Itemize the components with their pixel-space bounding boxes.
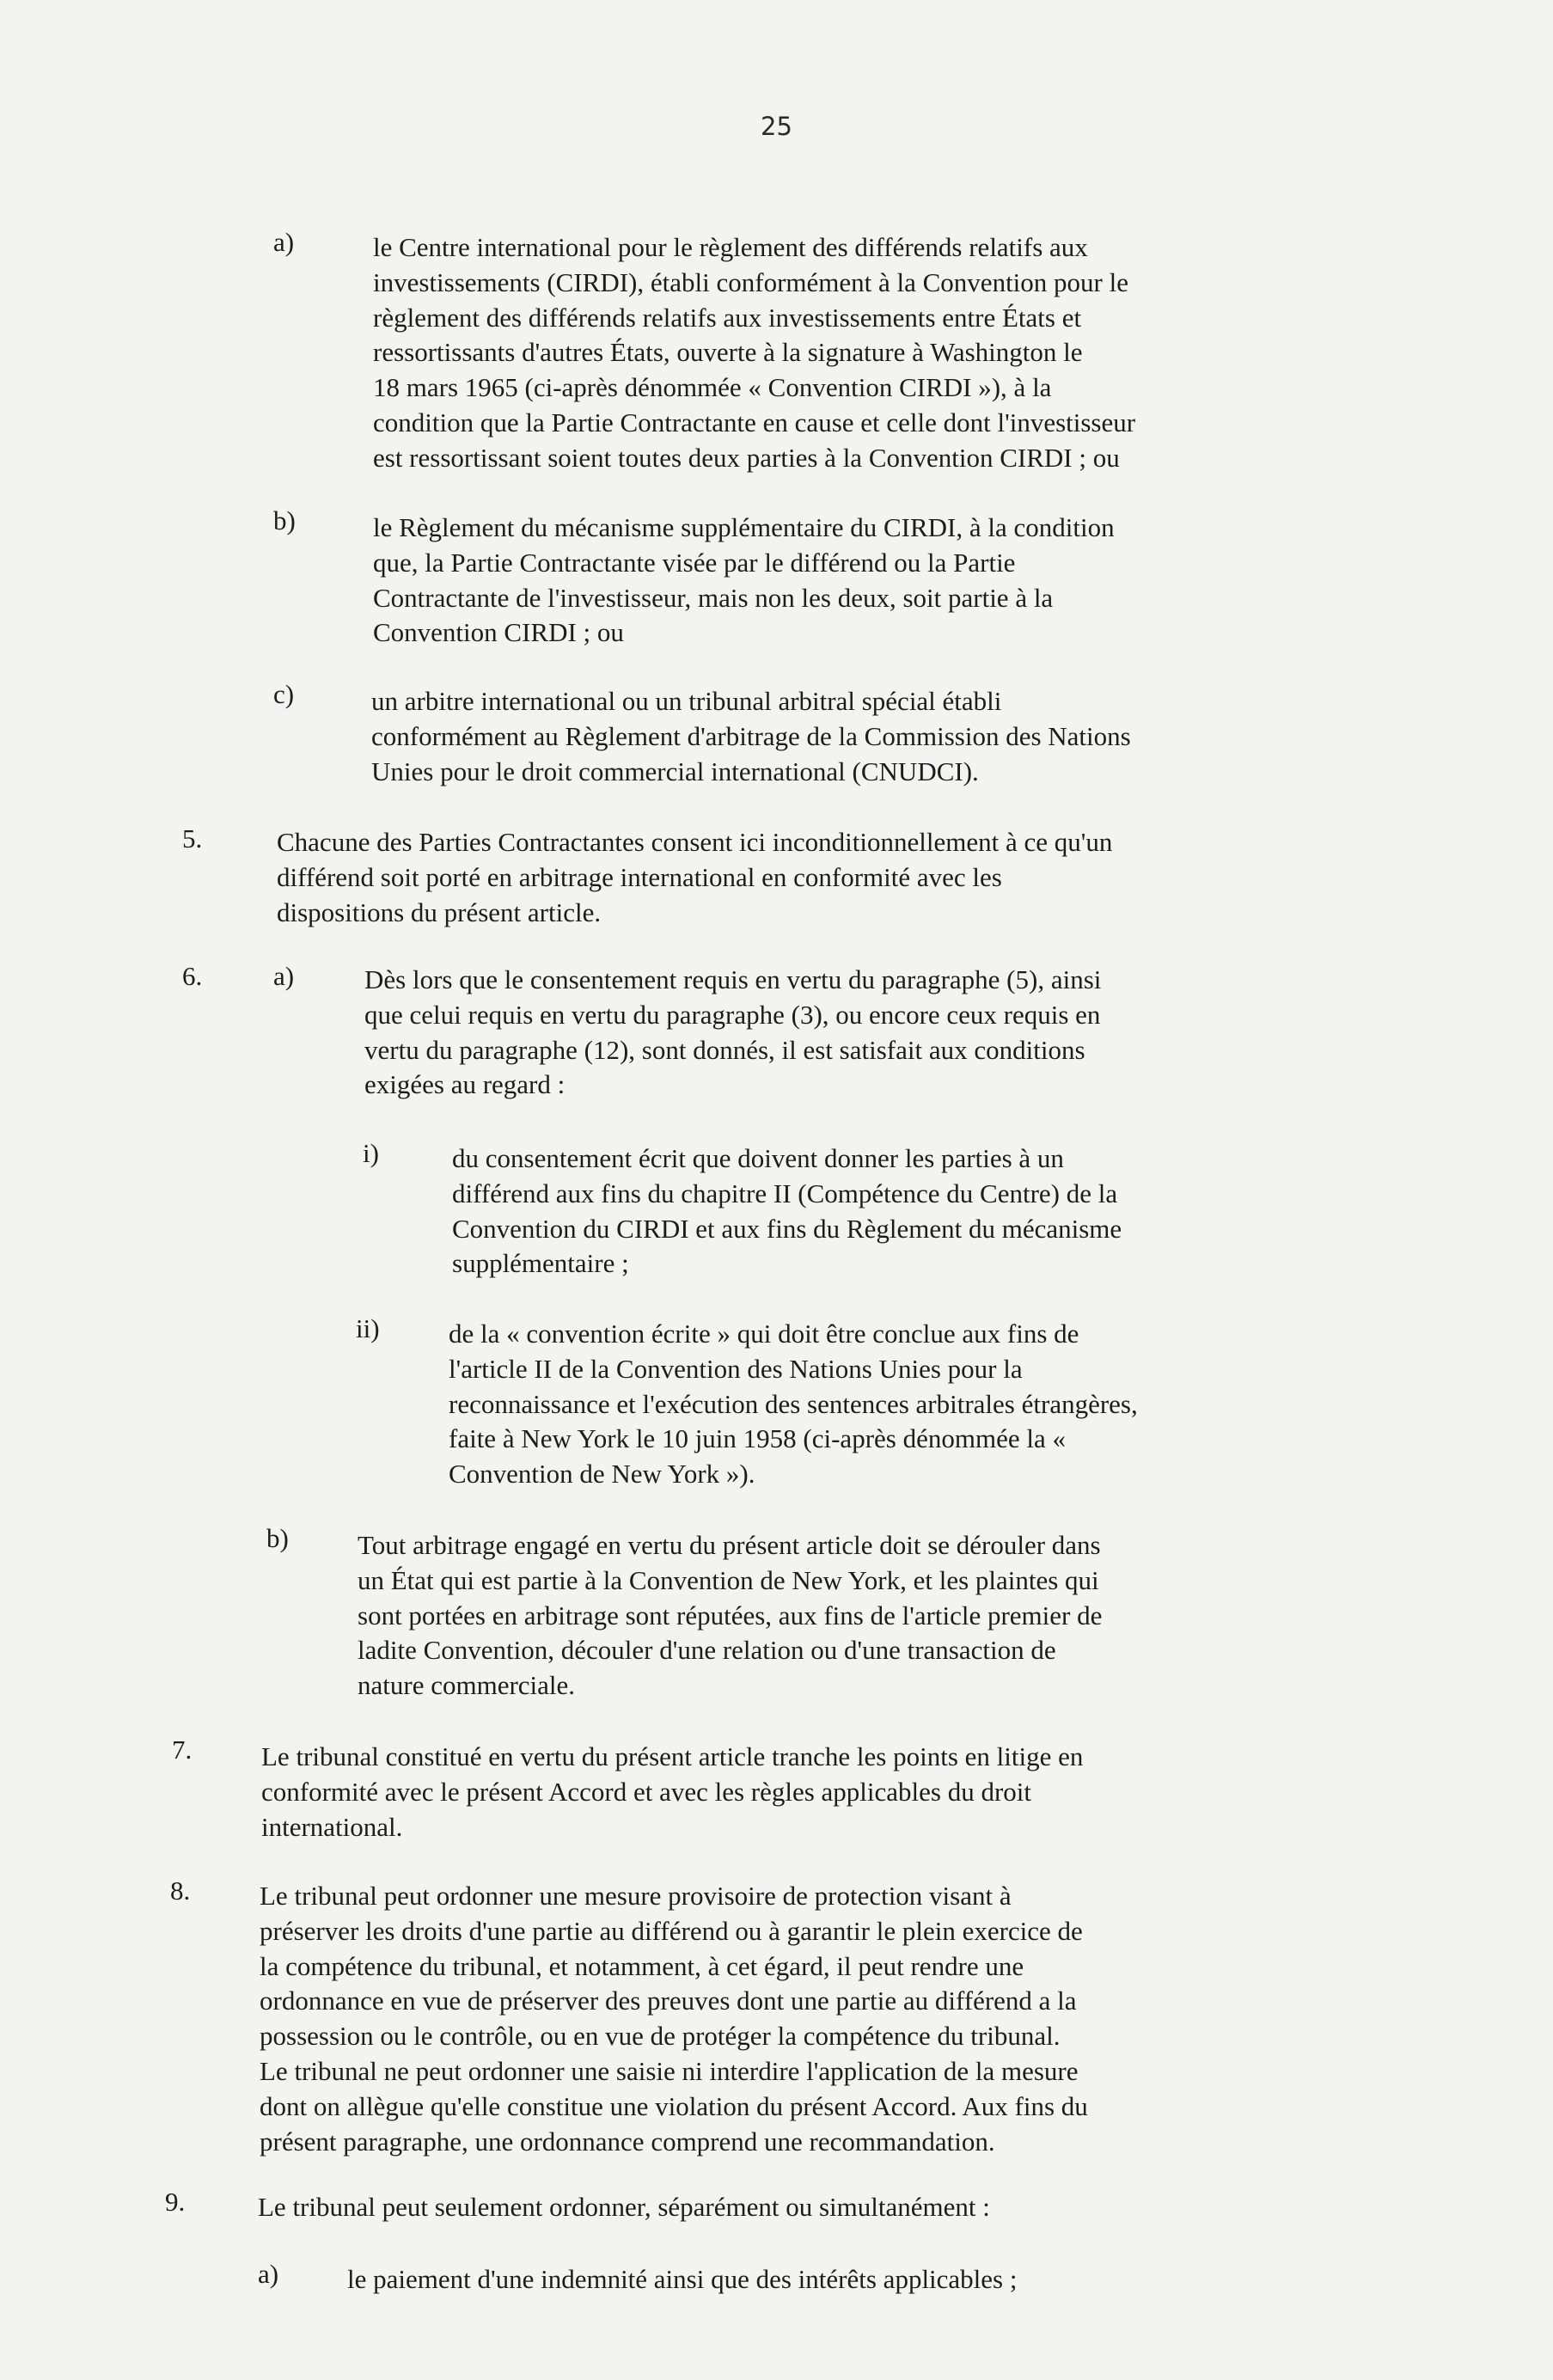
paragraph-number-9: 9. bbox=[165, 2187, 186, 2217]
item-label-a: a) bbox=[273, 227, 295, 257]
subitem-ii-text: de la « convention écrite » qui doit être conclue aux fins de l'article II de la Convention des Nations Unies pour la reconnaissance et l'exécution des sentences arbitrales étrangères, faite à New York le 10 juin 1958 (ci-après dénommée la « Convention de New York »). bbox=[449, 1318, 1138, 1490]
item-label-b: b) bbox=[273, 505, 296, 535]
paragraph-7-text: Le tribunal constitué en vertu du présent article tranche les points en litige en conformité avec le présent Accord et avec les règles applicables du droit international. bbox=[261, 1741, 1084, 1842]
item-c-text: un arbitre international ou un tribunal arbitral spécial établi conformément au Règlement d'arbitrage de la Commission des Nations Unies pour le droit commercial international (CNUDCI). bbox=[371, 686, 1131, 786]
paragraph-6a-text: Dès lors que le consentement requis en vertu du paragraphe (5), ainsi que celui requis en vertu du paragraphe (3), ou encore ceux requis en vertu du paragraphe (12), sont donnés, il est satisfait aux conditions exigées au regard : bbox=[364, 964, 1102, 1100]
page-number: 25 bbox=[761, 112, 792, 141]
item-label-9a: a) bbox=[258, 2259, 279, 2289]
subitem-label-i: i) bbox=[363, 1138, 379, 1168]
item-a-text: le Centre international pour le règlement des différends relatifs aux investissements (CIRDI), établi conformément à la Convention pour le règlement des différends relatifs aux investissements entre États et ressortissants d'autres États, ouverte à la signature à Washington le 18 mars 1965 (ci-après dénommée « Convention CIRDI »), à la condition que la Partie Contractante en cause et celle dont l'investisseur est ressortissant soient toutes deux parties à la Convention CIRDI ; ou bbox=[373, 232, 1136, 473]
item-label-c: c) bbox=[273, 679, 295, 709]
paragraph-number-7: 7. bbox=[172, 1735, 193, 1765]
paragraph-number-8: 8. bbox=[170, 1875, 191, 1906]
item-b-text: le Règlement du mécanisme supplémentaire du CIRDI, à la condition que, la Partie Contractante visée par le différend ou la Partie Contractante de l'investisseur, mais non les deux, soit partie à la Convention CIRDI ; ou bbox=[373, 512, 1115, 648]
paragraph-9a-text: le paiement d'une indemnité ainsi que des intérêts applicables ; bbox=[347, 2264, 1018, 2294]
paragraph-6b-text: Tout arbitrage engagé en vertu du présent article doit se dérouler dans un État qui est partie à la Convention de New York, et les plaintes qui sont portées en arbitrage sont réputées, aux fins de l'article premier de ladite Convention, découler d'une relation ou d'une transaction de nature commerciale. bbox=[358, 1530, 1103, 1701]
paragraph-9-text: Le tribunal peut seulement ordonner, séparément ou simultanément : bbox=[258, 2192, 990, 2222]
paragraph-5-text: Chacune des Parties Contractantes consent ici inconditionnellement à ce qu'un différend soit porté en arbitrage international en conformité avec les dispositions du présent article. bbox=[277, 827, 1113, 927]
item-label-6a: a) bbox=[273, 961, 295, 991]
paragraph-number-5: 5. bbox=[182, 823, 203, 853]
paragraph-8-text: Le tribunal peut ordonner une mesure provisoire de protection visant à préserver les droits d'une partie au différend ou à garantir le plein exercice de la compétence du tribunal, et notamment, à cet égard, il peut rendre une ordonnance en vue de préserver des preuves dont une partie au différend a la possession ou le contrôle, ou en vue de protéger la compétence du tribunal. Le tribunal ne peut ordonner une saisie ni interdire l'application de la mesure dont on allègue qu'elle constitue une violation du présent Accord. Aux fins du présent paragraphe, une ordonnance comprend une recommandation. bbox=[260, 1881, 1088, 2157]
paragraph-number-6: 6. bbox=[182, 961, 203, 991]
subitem-i-text: du consentement écrit que doivent donner les parties à un différend aux fins du chapitre II (Compétence du Centre) de la Convention du CIRDI et aux fins du Règlement du mécanisme supplémentaire ; bbox=[452, 1143, 1122, 1279]
subitem-label-ii: ii) bbox=[356, 1313, 380, 1343]
item-label-6b: b) bbox=[266, 1523, 289, 1553]
